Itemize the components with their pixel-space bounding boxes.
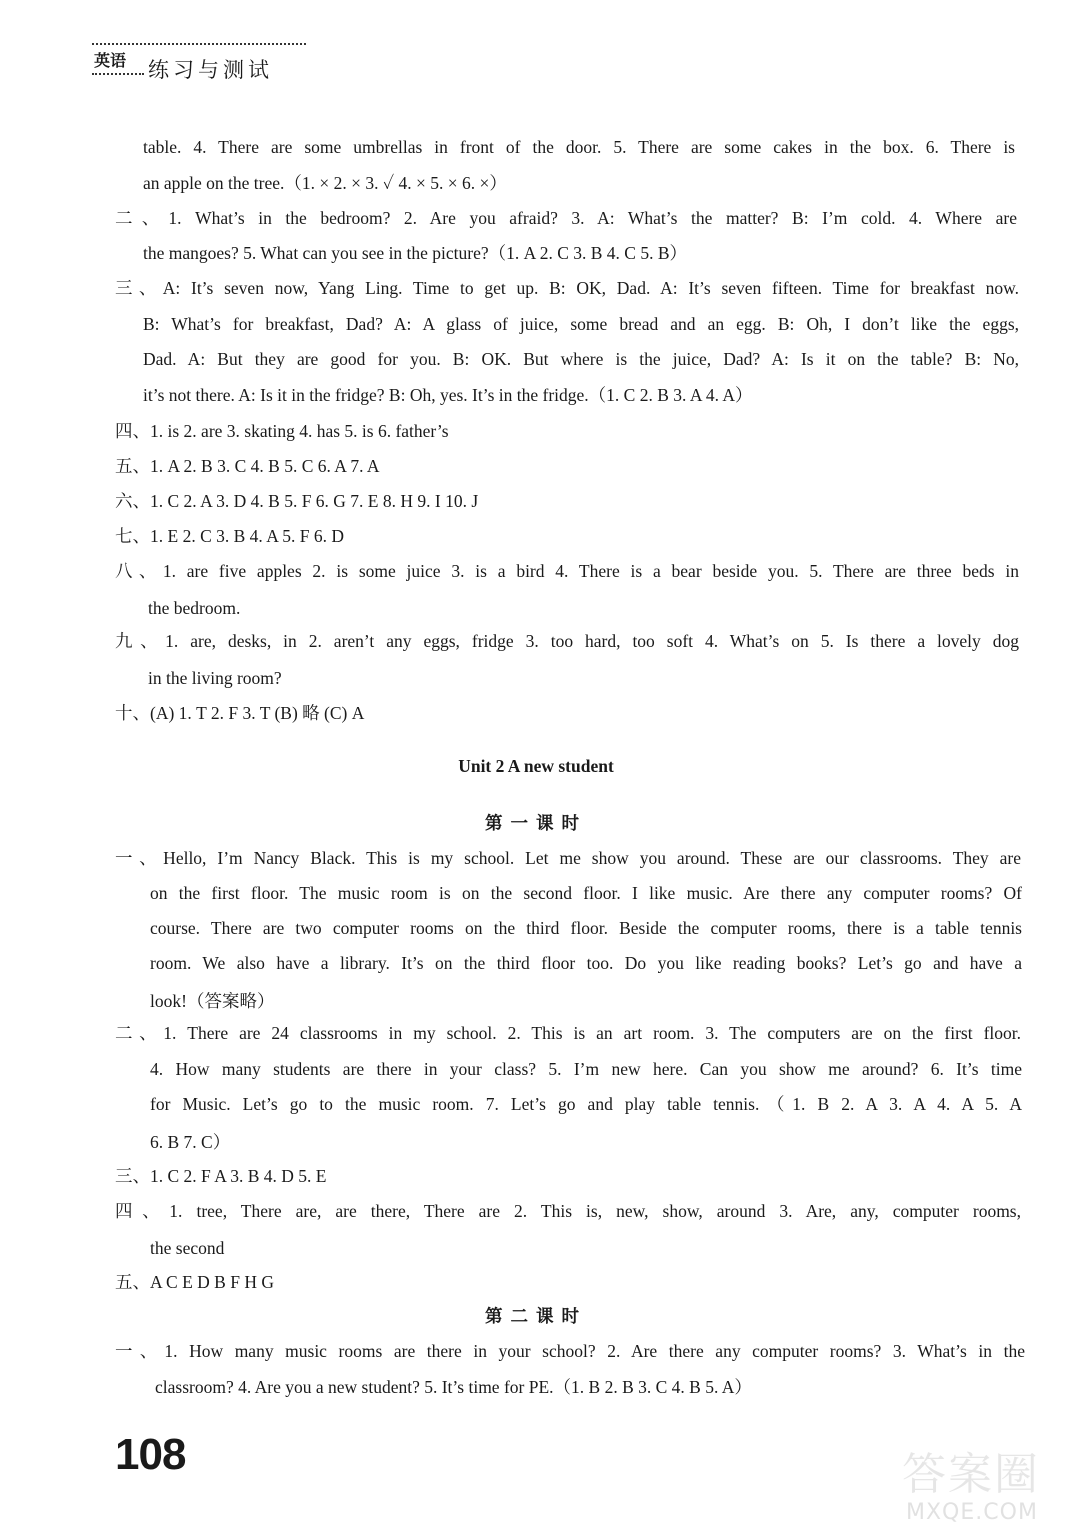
page-number: 108 xyxy=(115,1430,186,1479)
answer-line: room. We also have a library. It’s on the third floor too. Do you like reading books? Let’s go and have a xyxy=(150,953,1022,973)
answer-line: 四、1. is 2. are 3. skating 4. has 5. is 6. father’s xyxy=(115,421,449,441)
answer-line: look!（答案略） xyxy=(150,991,275,1011)
answer-line: 四、1. tree, There are, are there, There are 2. This is, new, show, around 3. Are, any, computer rooms, xyxy=(115,1201,1021,1221)
answer-line: 七、1. E 2. C 3. B 4. A 5. F 6. D xyxy=(115,526,344,546)
answer-line: classroom? 4. Are you a new student? 5. It’s time for PE.（1. B 2. B 3. C 4. B 5. A） xyxy=(155,1377,752,1397)
answer-line: 三、A: It’s seven now, Yang Ling. Time to get up. B: OK, Dad. A: It’s seven fifteen. Time for breakfast now. xyxy=(115,278,1019,298)
header-dotted-rule xyxy=(92,43,306,45)
answer-line: 五、1. A 2. B 3. C 4. B 5. C 6. A 7. A xyxy=(115,456,380,476)
answer-line: it’s not there. A: Is it in the fridge? B: Oh, yes. It’s in the fridge.（1. C 2. B 3. A 4. A） xyxy=(143,385,753,405)
answer-line: the mangoes? 5. What can you see in the picture?（1. A 2. C 3. B 4. C 5. B） xyxy=(143,243,688,263)
subject-label: 英语 xyxy=(94,51,127,70)
answer-line: 六、1. C 2. A 3. D 4. B 5. F 6. G 7. E 8. H 9. I 10. J xyxy=(115,491,479,511)
watermark-text: 答案圈 xyxy=(902,1449,1040,1500)
answer-line: 十、(A) 1. T 2. F 3. T (B) 略 (C) A xyxy=(115,703,365,723)
answer-line: the bedroom. xyxy=(148,598,241,618)
lesson-heading: 第一课时 xyxy=(485,813,587,833)
answer-line: 4. How many students are there in your class? 5. I’m new here. Can you show me around? 6. It’s time xyxy=(150,1059,1022,1079)
answer-line: an apple on the tree.（1. × 2. × 3. ✓ 4. × 5. × 6. ×） xyxy=(143,173,507,193)
book-title: 练习与测试 xyxy=(148,58,273,82)
answer-line: 九、1. are, desks, in 2. aren’t any eggs, fridge 3. too hard, too soft 4. What’s on 5. Is there a lovely dog xyxy=(115,631,1019,651)
watermark-url: MXQE.COM xyxy=(906,1500,1038,1525)
answer-line: 二、1. What’s in the bedroom? 2. Are you afraid? 3. A: What’s the matter? B: I’m cold. 4. Where are xyxy=(115,208,1017,228)
answer-line: in the living room? xyxy=(148,668,282,688)
book-header xyxy=(92,40,312,86)
lesson-heading: 第二课时 xyxy=(485,1306,587,1326)
answer-line: Dad. A: But they are good for you. B: OK. But where is the juice, Dad? A: Is it on the table? B: No, xyxy=(143,349,1019,369)
answer-line: B: What’s for breakfast, Dad? A: A glass of juice, some bread and an egg. B: Oh, I don’t like the eggs, xyxy=(143,314,1019,334)
answer-line: the second xyxy=(150,1238,225,1258)
answer-line: 二、1. There are 24 classrooms in my school. 2. This is an art room. 3. The computers are on the first floor. xyxy=(115,1023,1021,1043)
answer-line: on the first floor. The music room is on the second floor. I like music. Are there any computer rooms? Of xyxy=(150,883,1022,903)
subject-underline xyxy=(92,73,144,75)
answer-line: 6. B 7. C） xyxy=(150,1132,231,1152)
answer-line: table. 4. There are some umbrellas in front of the door. 5. There are some cakes in the box. 6. There is xyxy=(143,137,1015,157)
answer-line: 三、1. C 2. F A 3. B 4. D 5. E xyxy=(115,1166,327,1186)
answer-line: 八、1. are five apples 2. is some juice 3. is a bird 4. There is a bear beside you. 5. There are three beds in xyxy=(115,561,1019,581)
answer-line: for Music. Let’s go to the music room. 7. Let’s go and play table tennis.（1. B 2. A 3. A 4. A 5. A xyxy=(150,1094,1022,1114)
watermark-logo xyxy=(896,1438,1062,1530)
answer-line: 五、A C E D B F H G xyxy=(115,1272,274,1292)
answer-line: 一、Hello, I’m Nancy Black. This is my school. Let me show you around. These are our classrooms. They are xyxy=(115,848,1021,868)
answer-line: course. There are two computer rooms on the third floor. Beside the computer rooms, there is a table tennis xyxy=(150,918,1022,938)
unit-title: Unit 2 A new student xyxy=(458,756,614,776)
answer-line: 一、1. How many music rooms are there in your school? 2. Are there any computer rooms? 3. What’s in the xyxy=(115,1341,1025,1361)
